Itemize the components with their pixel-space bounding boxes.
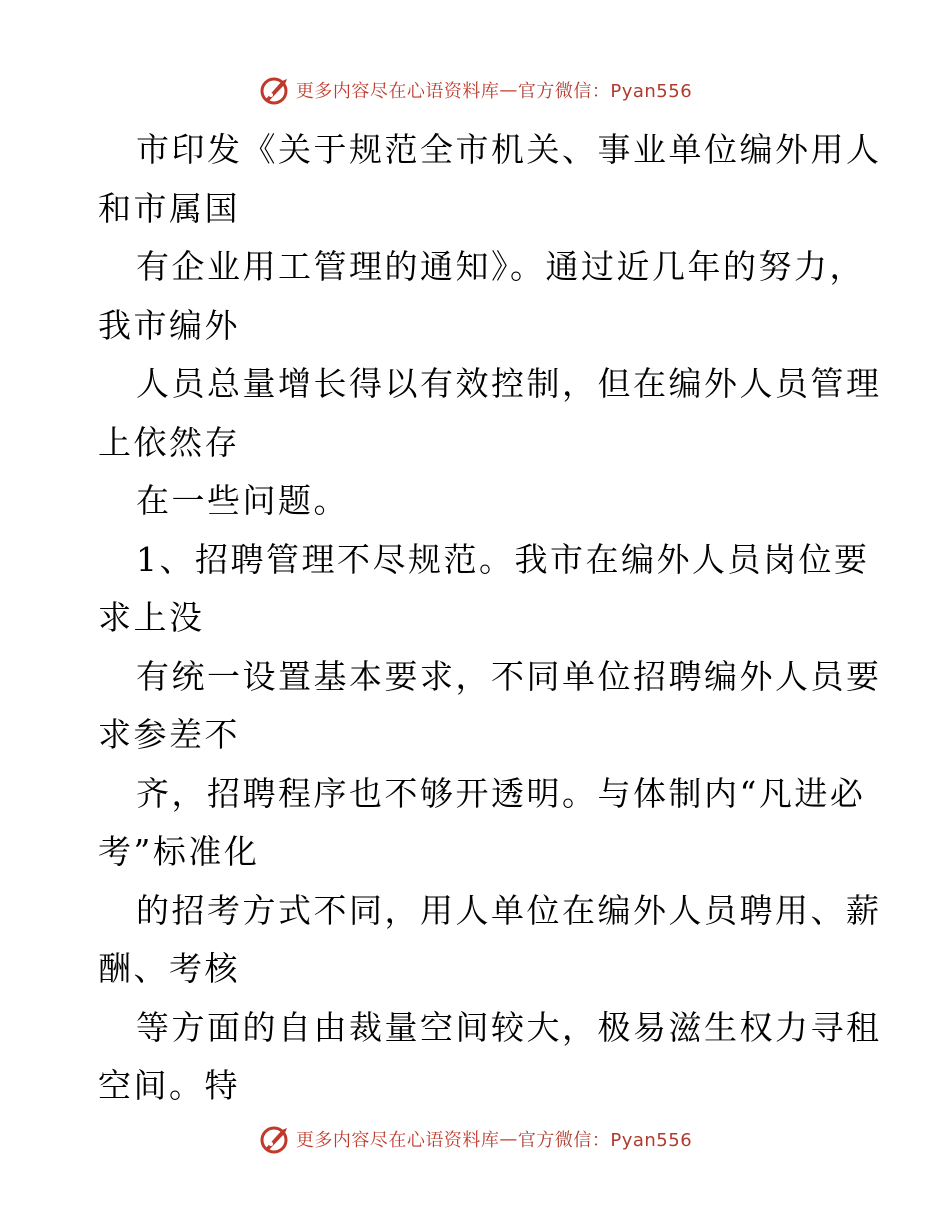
text-line: 1、招聘管理不尽规范。我市在编外人员岗位要 [136, 539, 870, 579]
header-site-text: 更多内容尽在心语资料库 [295, 81, 500, 102]
text-line: 考”标准化 [98, 832, 260, 871]
footer-banner [0, 1121, 950, 1157]
text-line: 在一些问题。 [136, 481, 349, 520]
text-line: 求上没 [98, 598, 205, 637]
header-dash: — [499, 79, 518, 101]
text-line: 有企业用工管理的通知》。通过近几年的努力， [136, 247, 865, 286]
text-line: 等方面的自由裁量空间较大，极易滋生权力寻租 [136, 1007, 882, 1047]
header-wechat-text: 官方微信：Pyan556 [517, 81, 693, 102]
text-line: 上依然存 [98, 422, 240, 462]
footer-dash: — [499, 1128, 518, 1150]
text-line: 人员总量增长得以有效控制，但在编外人员管理 [136, 364, 882, 403]
text-line: 有统一设置基本要求，不同单位招聘编外人员要 [136, 656, 882, 696]
text-line: 市印发《关于规范全市机关、事业单位编外用人 [136, 130, 882, 169]
text-line: 的招考方式不同，用人单位在编外人员聘用、薪 [136, 890, 882, 930]
pen-logo-icon [258, 73, 292, 107]
text-line: 齐，招聘程序也不够开透明。与体制内“凡进必 [136, 773, 866, 813]
footer-wechat-text: 官方微信：Pyan556 [517, 1130, 693, 1151]
pen-logo-icon [258, 1122, 292, 1156]
text-line: 空间。特 [98, 1066, 240, 1105]
document-body [98, 121, 882, 1116]
text-line: 和市属国 [98, 188, 240, 228]
footer-site-text: 更多内容尽在心语资料库 [295, 1130, 500, 1151]
text-line: 求参差不 [98, 715, 240, 754]
text-line: 我市编外 [98, 305, 240, 345]
text-line: 酬、考核 [98, 949, 240, 988]
header-banner [0, 72, 950, 108]
